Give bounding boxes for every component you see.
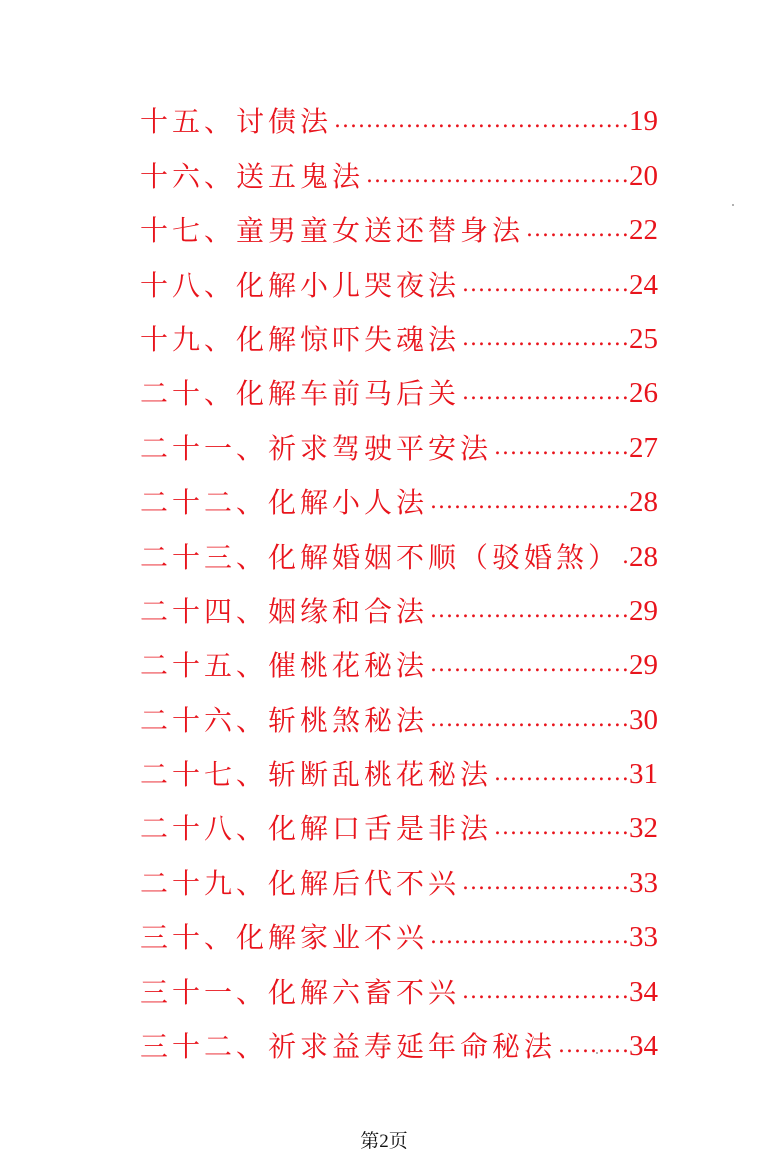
toc-entry-title: 二十八、化解口舌是非法: [140, 812, 493, 846]
toc-entry[interactable]: [140, 1007, 658, 1064]
toc-entry[interactable]: [140, 952, 658, 1009]
toc-leader-dots: [462, 274, 627, 296]
toc-entry[interactable]: [140, 300, 658, 354]
toc-leader-dots: [430, 491, 627, 513]
toc-leader-dots: [494, 763, 627, 785]
toc-entry-title: 十九、化解惊吓失魂法: [140, 322, 461, 356]
toc-entry-title: 三十一、化解六畜不兴: [140, 975, 461, 1009]
toc-entry[interactable]: [140, 408, 658, 465]
toc-leader-dots: [430, 600, 627, 622]
toc-entry-page: 26: [629, 377, 658, 410]
toc-leader-dots: [494, 437, 627, 459]
toc-entry-page: 28: [629, 540, 658, 573]
toc-entry-page: 31: [629, 758, 658, 791]
page-number-footer: 第2页: [360, 1131, 408, 1152]
scan-speck: [732, 204, 734, 206]
toc-entry[interactable]: [140, 843, 658, 900]
toc-entry-title: 十八、化解小儿哭夜法: [140, 268, 461, 302]
toc-entry[interactable]: [140, 572, 658, 626]
toc-entry[interactable]: [140, 735, 658, 792]
toc-leader-dots: [558, 1035, 627, 1057]
toc-leader-dots: [622, 546, 627, 568]
toc-entry[interactable]: [140, 463, 658, 520]
toc-entry-page: 30: [629, 703, 658, 736]
toc-leader-dots: [430, 709, 627, 731]
toc-entry[interactable]: [140, 789, 658, 846]
toc-entry-title: 二十四、姻缘和合法: [140, 594, 429, 628]
toc-entry-page: 33: [629, 866, 658, 899]
toc-entry-title: 二十五、催桃花秘法: [140, 649, 429, 683]
scan-speck: [514, 616, 515, 617]
toc-entry-page: 34: [629, 975, 658, 1008]
toc-entry-title: 二十三、化解婚姻不顺（驳婚煞）: [140, 540, 621, 574]
toc-entry-title: 二十一、祈求驾驶平安法: [140, 431, 493, 465]
toc-entry-page: 34: [629, 1030, 658, 1063]
toc-entry[interactable]: [140, 680, 658, 737]
toc-entry-title: 二十九、化解后代不兴: [140, 866, 461, 900]
toc-entry-title: 二十七、斩断乱桃花秘法: [140, 758, 493, 792]
toc-entry-page: 25: [629, 322, 658, 355]
toc-entry[interactable]: [140, 82, 658, 139]
toc-leader-dots: [526, 219, 627, 241]
toc-entry[interactable]: [140, 354, 658, 411]
toc-entry-title: 十七、童男童女送还替身法: [140, 214, 525, 248]
toc-entry-title: 十六、送五鬼法: [140, 159, 365, 193]
toc-leader-dots: [462, 872, 627, 894]
toc-entry-title: 十五、讨债法: [140, 105, 333, 139]
toc-entry-title: 三十、化解家业不兴: [140, 921, 429, 955]
toc-entry-page: 24: [629, 268, 658, 301]
toc-entry-page: 29: [629, 594, 658, 627]
toc-entry-page: 19: [629, 105, 658, 138]
toc-entry-title: 二十、化解车前马后关: [140, 377, 461, 411]
toc-entry[interactable]: [140, 245, 658, 302]
toc-entry-page: 22: [629, 214, 658, 247]
toc-entry-page: 33: [629, 921, 658, 954]
toc-entry-title: 二十二、化解小人法: [140, 486, 429, 520]
toc-entry-page: 27: [629, 431, 658, 464]
table-of-contents: [140, 82, 658, 1064]
toc-entry-page: 29: [629, 649, 658, 682]
toc-leader-dots: [494, 817, 627, 839]
toc-entry[interactable]: [140, 626, 658, 683]
toc-leader-dots: [366, 165, 627, 187]
toc-entry[interactable]: [140, 136, 658, 193]
toc-entry-title: 三十二、祈求益寿延年命秘法: [140, 1030, 557, 1064]
toc-leader-dots: [462, 382, 627, 404]
toc-leader-dots: [334, 110, 627, 132]
scan-speck: [596, 1052, 598, 1054]
toc-entry-page: 32: [629, 812, 658, 845]
toc-leader-dots: [462, 981, 627, 1003]
toc-entry-page: 28: [629, 486, 658, 519]
toc-entry[interactable]: [140, 517, 658, 574]
toc-entry-title: 二十六、斩桃煞秘法: [140, 703, 429, 737]
toc-entry[interactable]: [140, 191, 658, 248]
toc-leader-dots: [430, 654, 627, 676]
toc-leader-dots: [430, 926, 627, 948]
toc-leader-dots: [462, 328, 627, 350]
toc-entry[interactable]: [140, 898, 658, 955]
toc-entry-page: 20: [629, 159, 658, 192]
